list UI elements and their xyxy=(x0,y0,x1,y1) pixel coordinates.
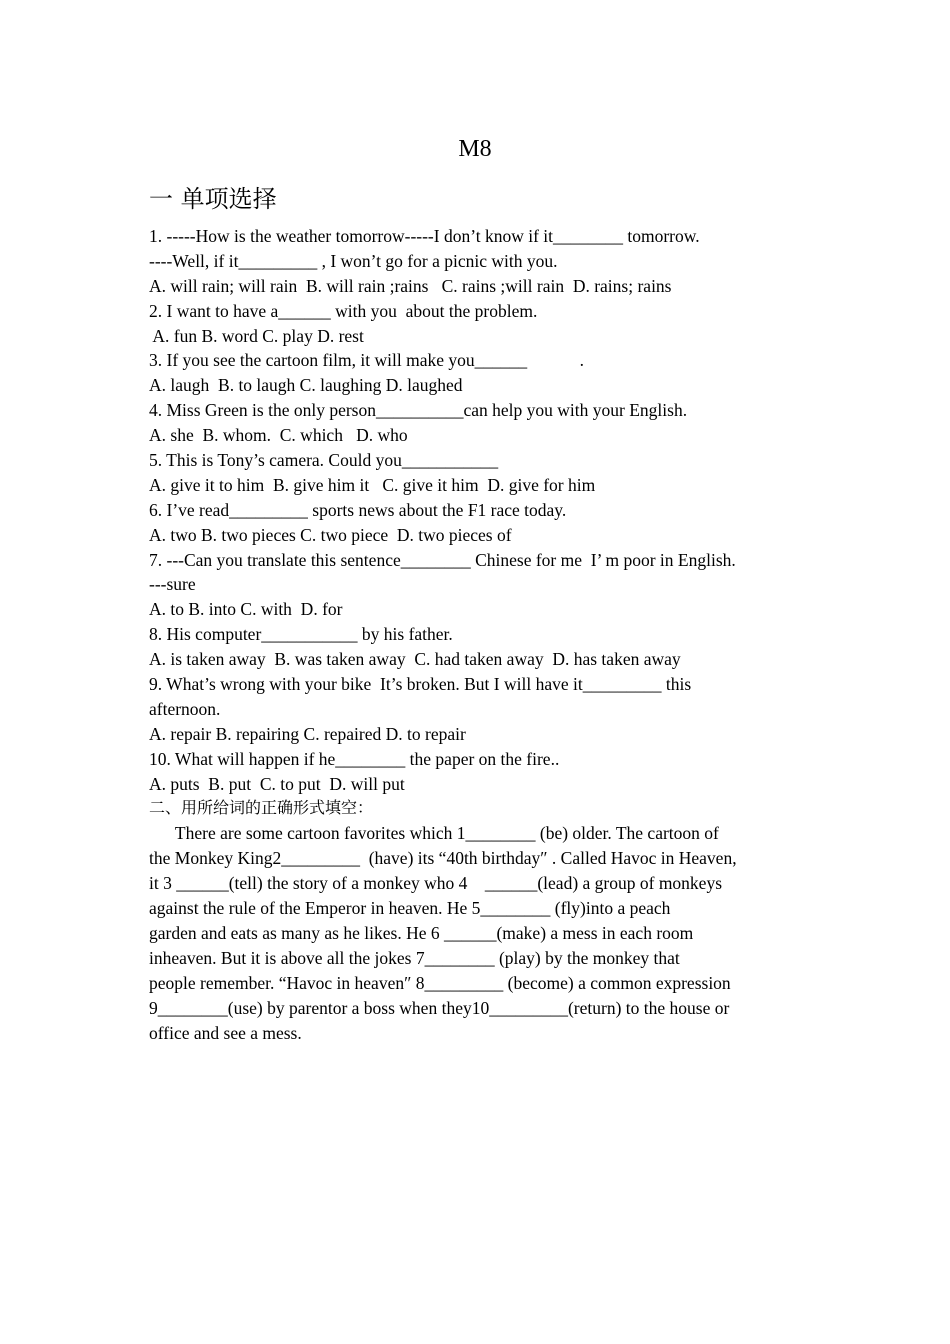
passage-line: office and see a mess. xyxy=(149,1022,302,1043)
question-line: 6. I’ve read_________ sports news about the F1 race today. xyxy=(149,499,567,520)
answer-options: A. puts B. put C. to put D. will put xyxy=(149,773,405,794)
question-line: afternoon. xyxy=(149,698,221,719)
question-line: 9. What’s wrong with your bike It’s broken. But I will have it_________ this xyxy=(149,674,692,695)
question-line: ----Well, if it_________ , I won’t go for a picnic with you. xyxy=(149,250,558,271)
answer-options: A. will rain; will rain B. will rain ;rains C. rains ;will rain D. rains; rains xyxy=(149,275,672,296)
answer-options: A. fun B. word C. play D. rest xyxy=(149,325,364,346)
question-line: 5. This is Tony’s camera. Could you___________ xyxy=(149,450,499,471)
question-line: 8. His computer___________ by his father. xyxy=(149,624,453,645)
passage-line: inheaven. But it is above all the jokes 7________ (play) by the monkey that xyxy=(149,947,680,968)
section-heading-multiple-choice: 一 单项选择 xyxy=(149,185,277,213)
section-heading-fill-in: 二、用所给词的正确形式填空： xyxy=(149,798,374,818)
passage-line: people remember. “Havoc in heaven″ 8_________ (become) a common expression xyxy=(149,972,731,993)
question-line: 1. -----How is the weather tomorrow-----I don’t know if it________ tomorrow. xyxy=(149,226,700,246)
passage-line: it 3 ______(tell) the story of a monkey who 4 ______(lead) a group of monkeys xyxy=(149,873,723,894)
passage-line: 9________(use) by parentor a boss when they10_________(return) to the house or xyxy=(149,997,730,1018)
question-line: ---sure xyxy=(149,574,196,595)
answer-options: A. repair B. repairing C. repaired D. to repair xyxy=(149,723,466,744)
passage-line: against the rule of the Emperor in heaven. He 5________ (fly)into a peach xyxy=(149,898,671,919)
answer-options: A. laugh B. to laugh C. laughing D. laughed xyxy=(149,375,463,396)
page-title: M8 xyxy=(458,136,492,162)
passage-line: the Monkey King2_________ (have) its “40th birthday″ . Called Havoc in Heaven, xyxy=(149,848,737,869)
passage-line: There are some cartoon favorites which 1________ (be) older. The cartoon of xyxy=(149,823,719,844)
question-line: 2. I want to have a______ with you about the problem. xyxy=(149,300,538,321)
answer-options: A. two B. two pieces C. two piece D. two pieces of xyxy=(149,524,512,545)
question-line: 10. What will happen if he________ the paper on the fire.. xyxy=(149,748,560,769)
question-line: 7. ---Can you translate this sentence________ Chinese for me I’ m poor in English. xyxy=(149,549,736,570)
answer-options: A. is taken away B. was taken away C. had taken away D. has taken away xyxy=(149,649,681,670)
answer-options: A. she B. whom. C. which D. who xyxy=(149,425,408,446)
document-body xyxy=(149,224,809,1045)
answer-options: A. give it to him B. give him it C. give it him D. give for him xyxy=(149,474,596,495)
question-line: 3. If you see the cartoon film, it will make you______ . xyxy=(149,350,584,371)
passage-line: garden and eats as many as he likes. He 6 ______(make) a mess in each room xyxy=(149,922,694,943)
question-line: 4. Miss Green is the only person__________can help you with your English. xyxy=(149,400,688,421)
answer-options: A. to B. into C. with D. for xyxy=(149,599,343,620)
